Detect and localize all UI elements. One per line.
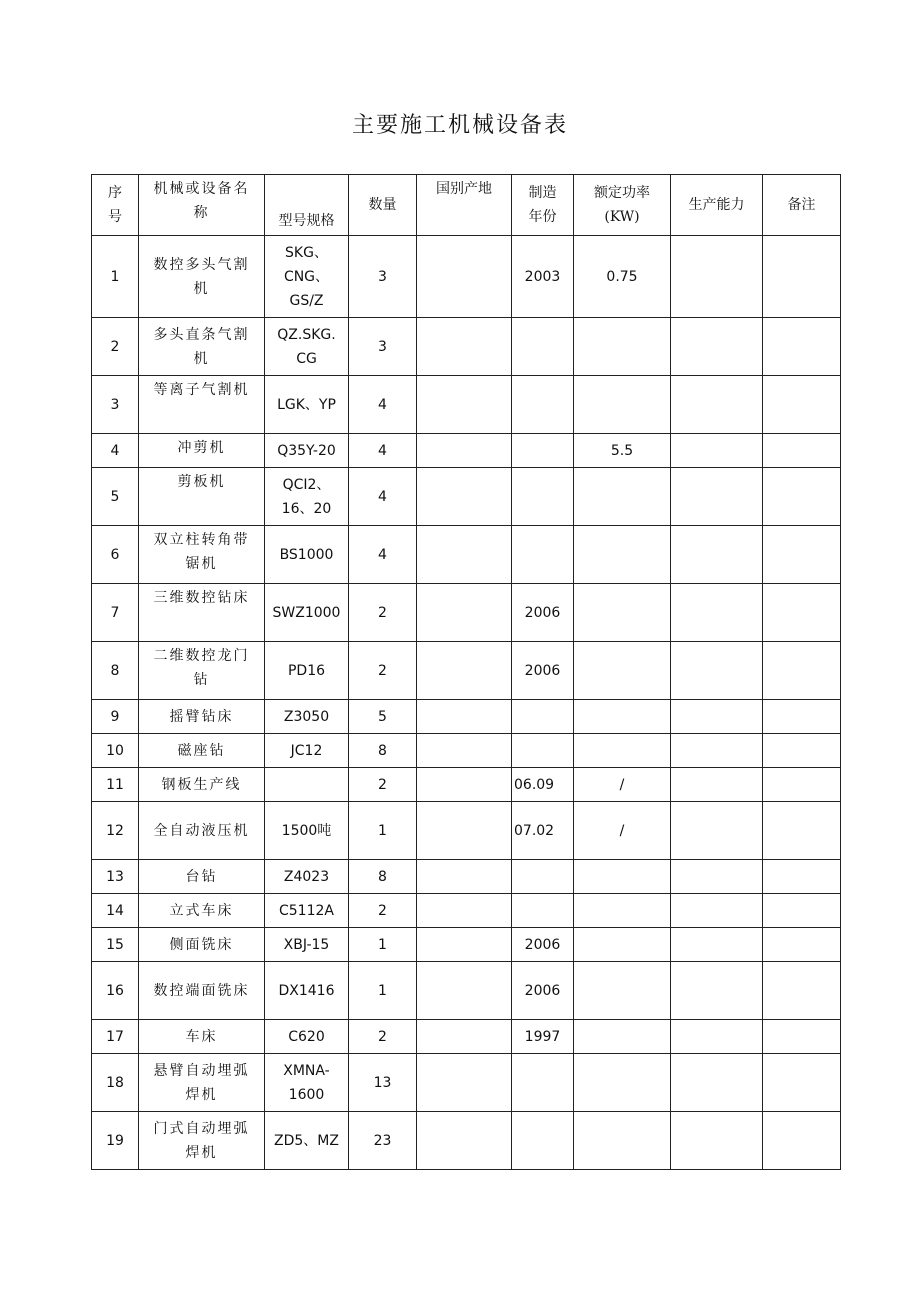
header-qty: 数量 xyxy=(349,175,417,236)
table-row xyxy=(92,1020,841,1054)
cell-capacity xyxy=(671,584,763,642)
cell-capacity xyxy=(671,768,763,802)
cell-capacity xyxy=(671,526,763,584)
cell-model: C620 xyxy=(265,1020,349,1054)
cell-capacity xyxy=(671,434,763,468)
cell-seq: 8 xyxy=(92,642,139,700)
cell-remark xyxy=(763,700,841,734)
cell-remark xyxy=(763,642,841,700)
cell-origin xyxy=(417,700,512,734)
cell-remark xyxy=(763,236,841,318)
cell-model: QCI2、 16、20 xyxy=(265,468,349,526)
cell-origin xyxy=(417,584,512,642)
cell-year xyxy=(512,318,574,376)
cell-capacity xyxy=(671,860,763,894)
cell-name: 等离子气割机 xyxy=(139,376,265,434)
cell-capacity xyxy=(671,318,763,376)
cell-seq: 16 xyxy=(92,962,139,1020)
equipment-table xyxy=(91,174,841,1170)
table-row xyxy=(92,526,841,584)
cell-model: PD16 xyxy=(265,642,349,700)
cell-origin xyxy=(417,468,512,526)
cell-name: 悬臂自动埋弧 焊机 xyxy=(139,1054,265,1112)
cell-name: 台钻 xyxy=(139,860,265,894)
cell-capacity xyxy=(671,1020,763,1054)
cell-qty: 4 xyxy=(349,468,417,526)
cell-model: 1500吨 xyxy=(265,802,349,860)
cell-model xyxy=(265,768,349,802)
cell-qty: 8 xyxy=(349,860,417,894)
cell-qty: 4 xyxy=(349,376,417,434)
table-row xyxy=(92,434,841,468)
cell-name: 全自动液压机 xyxy=(139,802,265,860)
cell-power xyxy=(574,584,671,642)
cell-capacity xyxy=(671,734,763,768)
cell-name: 多头直条气割 机 xyxy=(139,318,265,376)
cell-remark xyxy=(763,928,841,962)
cell-power xyxy=(574,526,671,584)
cell-qty: 13 xyxy=(349,1054,417,1112)
table-row xyxy=(92,734,841,768)
cell-name: 摇臂钻床 xyxy=(139,700,265,734)
cell-origin xyxy=(417,768,512,802)
cell-origin xyxy=(417,642,512,700)
cell-origin xyxy=(417,1020,512,1054)
cell-power xyxy=(574,734,671,768)
cell-year: 07.02 xyxy=(512,802,574,860)
cell-name: 钢板生产线 xyxy=(139,768,265,802)
cell-capacity xyxy=(671,928,763,962)
cell-power xyxy=(574,962,671,1020)
cell-qty: 2 xyxy=(349,894,417,928)
cell-model: DX1416 xyxy=(265,962,349,1020)
cell-capacity xyxy=(671,1054,763,1112)
cell-year xyxy=(512,734,574,768)
cell-seq: 18 xyxy=(92,1054,139,1112)
cell-power xyxy=(574,318,671,376)
cell-name: 数控端面铣床 xyxy=(139,962,265,1020)
cell-origin xyxy=(417,1054,512,1112)
cell-origin xyxy=(417,318,512,376)
cell-origin xyxy=(417,962,512,1020)
cell-origin xyxy=(417,376,512,434)
cell-remark xyxy=(763,468,841,526)
cell-model: LGK、YP xyxy=(265,376,349,434)
cell-qty: 4 xyxy=(349,526,417,584)
cell-origin xyxy=(417,526,512,584)
cell-qty: 1 xyxy=(349,928,417,962)
table-row xyxy=(92,468,841,526)
cell-remark xyxy=(763,526,841,584)
cell-origin xyxy=(417,1112,512,1170)
cell-model: Z3050 xyxy=(265,700,349,734)
cell-year xyxy=(512,468,574,526)
header-name: 机械或设备名 称 xyxy=(139,175,265,236)
cell-remark xyxy=(763,318,841,376)
cell-remark xyxy=(763,962,841,1020)
cell-power: 0.75 xyxy=(574,236,671,318)
cell-power: / xyxy=(574,768,671,802)
cell-capacity xyxy=(671,1112,763,1170)
cell-name: 冲剪机 xyxy=(139,434,265,468)
header-model: 型号规格 xyxy=(265,175,349,236)
cell-name: 二维数控龙门 钻 xyxy=(139,642,265,700)
cell-origin xyxy=(417,236,512,318)
cell-origin xyxy=(417,734,512,768)
cell-power xyxy=(574,468,671,526)
header-origin: 国别产地 xyxy=(417,175,512,236)
cell-remark xyxy=(763,802,841,860)
cell-name: 车床 xyxy=(139,1020,265,1054)
cell-year: 2006 xyxy=(512,962,574,1020)
cell-model: XBJ-15 xyxy=(265,928,349,962)
cell-capacity xyxy=(671,700,763,734)
cell-capacity xyxy=(671,642,763,700)
cell-remark xyxy=(763,734,841,768)
cell-seq: 14 xyxy=(92,894,139,928)
cell-model: BS1000 xyxy=(265,526,349,584)
table-row xyxy=(92,768,841,802)
cell-capacity xyxy=(671,376,763,434)
cell-year xyxy=(512,860,574,894)
cell-year xyxy=(512,894,574,928)
cell-year xyxy=(512,526,574,584)
table-row xyxy=(92,860,841,894)
header-year: 制造 年份 xyxy=(512,175,574,236)
cell-remark xyxy=(763,768,841,802)
table-row xyxy=(92,962,841,1020)
cell-remark xyxy=(763,894,841,928)
cell-power xyxy=(574,1054,671,1112)
cell-power xyxy=(574,642,671,700)
cell-power xyxy=(574,1112,671,1170)
cell-model: XMNA-1600 xyxy=(265,1054,349,1112)
table-row xyxy=(92,802,841,860)
cell-qty: 4 xyxy=(349,434,417,468)
cell-remark xyxy=(763,860,841,894)
cell-capacity xyxy=(671,236,763,318)
cell-power xyxy=(574,700,671,734)
cell-model: JC12 xyxy=(265,734,349,768)
cell-qty: 3 xyxy=(349,236,417,318)
cell-seq: 2 xyxy=(92,318,139,376)
table-row xyxy=(92,1112,841,1170)
cell-qty: 2 xyxy=(349,1020,417,1054)
cell-power xyxy=(574,860,671,894)
cell-name: 剪板机 xyxy=(139,468,265,526)
table-row xyxy=(92,1054,841,1112)
header-power: 额定功率 (KW) xyxy=(574,175,671,236)
cell-year: 2006 xyxy=(512,584,574,642)
cell-remark xyxy=(763,1020,841,1054)
cell-qty: 2 xyxy=(349,768,417,802)
cell-origin xyxy=(417,802,512,860)
table-row xyxy=(92,700,841,734)
cell-qty: 8 xyxy=(349,734,417,768)
cell-year: 06.09 xyxy=(512,768,574,802)
header-row xyxy=(92,175,841,236)
table-row xyxy=(92,894,841,928)
cell-seq: 12 xyxy=(92,802,139,860)
cell-model: Q35Y-20 xyxy=(265,434,349,468)
table-row xyxy=(92,584,841,642)
cell-qty: 3 xyxy=(349,318,417,376)
cell-remark xyxy=(763,584,841,642)
cell-year xyxy=(512,376,574,434)
cell-seq: 11 xyxy=(92,768,139,802)
header-capacity: 生产能力 xyxy=(671,175,763,236)
cell-name: 三维数控钻床 xyxy=(139,584,265,642)
page-title: 主要施工机械设备表 xyxy=(351,113,568,138)
cell-year xyxy=(512,1054,574,1112)
cell-name: 双立柱转角带 锯机 xyxy=(139,526,265,584)
cell-seq: 7 xyxy=(92,584,139,642)
cell-seq: 13 xyxy=(92,860,139,894)
cell-year: 2006 xyxy=(512,642,574,700)
cell-year: 1997 xyxy=(512,1020,574,1054)
cell-seq: 9 xyxy=(92,700,139,734)
header-seq: 序 号 xyxy=(92,175,139,236)
cell-name: 门式自动埋弧 焊机 xyxy=(139,1112,265,1170)
cell-seq: 15 xyxy=(92,928,139,962)
cell-qty: 2 xyxy=(349,642,417,700)
cell-origin xyxy=(417,894,512,928)
cell-origin xyxy=(417,434,512,468)
header-remark: 备注 xyxy=(763,175,841,236)
cell-year xyxy=(512,434,574,468)
cell-capacity xyxy=(671,962,763,1020)
cell-qty: 2 xyxy=(349,584,417,642)
cell-power: / xyxy=(574,802,671,860)
cell-qty: 23 xyxy=(349,1112,417,1170)
cell-remark xyxy=(763,1054,841,1112)
cell-year xyxy=(512,1112,574,1170)
cell-name: 立式车床 xyxy=(139,894,265,928)
cell-remark xyxy=(763,1112,841,1170)
cell-power xyxy=(574,376,671,434)
table-row xyxy=(92,928,841,962)
cell-seq: 10 xyxy=(92,734,139,768)
cell-remark xyxy=(763,434,841,468)
cell-seq: 6 xyxy=(92,526,139,584)
cell-qty: 5 xyxy=(349,700,417,734)
cell-model: ZD5、MZ xyxy=(265,1112,349,1170)
cell-model: Z4023 xyxy=(265,860,349,894)
cell-qty: 1 xyxy=(349,802,417,860)
cell-power: 5.5 xyxy=(574,434,671,468)
cell-name: 磁座钻 xyxy=(139,734,265,768)
cell-capacity xyxy=(671,468,763,526)
cell-name: 数控多头气割 机 xyxy=(139,236,265,318)
cell-year: 2003 xyxy=(512,236,574,318)
cell-year: 2006 xyxy=(512,928,574,962)
cell-seq: 1 xyxy=(92,236,139,318)
table-row xyxy=(92,642,841,700)
cell-seq: 17 xyxy=(92,1020,139,1054)
cell-model: C5112A xyxy=(265,894,349,928)
cell-qty: 1 xyxy=(349,962,417,1020)
cell-model: QZ.SKG. CG xyxy=(265,318,349,376)
cell-remark xyxy=(763,376,841,434)
cell-capacity xyxy=(671,894,763,928)
cell-power xyxy=(574,928,671,962)
table-row xyxy=(92,318,841,376)
cell-power xyxy=(574,894,671,928)
cell-origin xyxy=(417,860,512,894)
cell-model: SKG、 CNG、GS/Z xyxy=(265,236,349,318)
cell-capacity xyxy=(671,802,763,860)
cell-seq: 3 xyxy=(92,376,139,434)
cell-seq: 5 xyxy=(92,468,139,526)
cell-model: SWZ1000 xyxy=(265,584,349,642)
cell-origin xyxy=(417,928,512,962)
cell-name: 侧面铣床 xyxy=(139,928,265,962)
cell-seq: 4 xyxy=(92,434,139,468)
cell-power xyxy=(574,1020,671,1054)
table-row xyxy=(92,236,841,318)
cell-year xyxy=(512,700,574,734)
cell-seq: 19 xyxy=(92,1112,139,1170)
table-row xyxy=(92,376,841,434)
